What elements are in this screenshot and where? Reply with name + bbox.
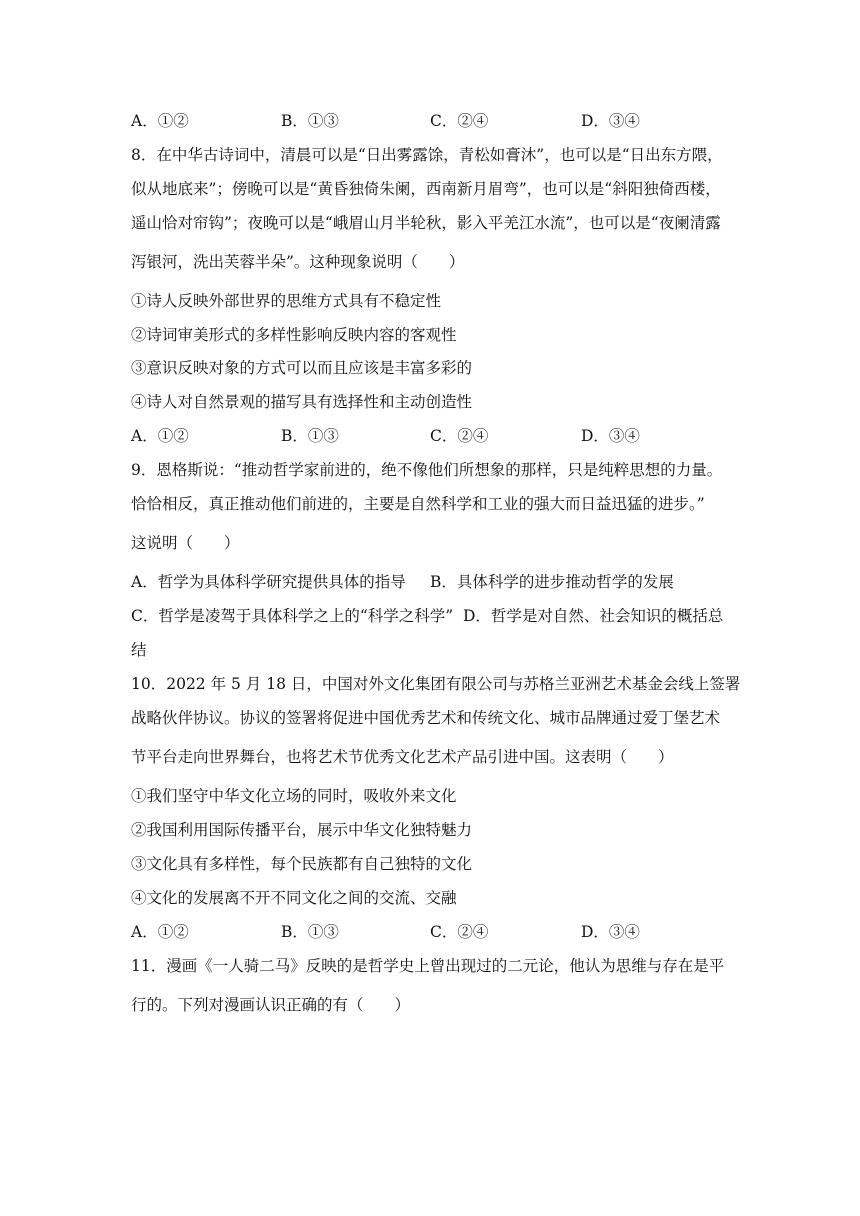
- question-8-statement-4: ④诗人对自然景观的描写具有选择性和主动创造性: [131, 393, 473, 411]
- question-10-statement-3: ③文化具有多样性，每个民族都有自己独特的文化: [131, 855, 473, 873]
- question-8-option-b: B．①③: [281, 427, 339, 445]
- question-11-stem-line: 11．漫画《一人骑二马》反映的是哲学史上曾出现过的二元论，他认为思维与存在是平: [131, 957, 725, 975]
- question-9-option-a: A．哲学为具体科学研究提供具体的指导: [131, 573, 406, 591]
- question-8-stem-line: 遥山恰对帘钩”；夜晚可以是“峨眉山月半轮秋，影入平羌江水流”，也可以是“夜阑清露: [131, 214, 721, 232]
- question-10-stem-line: 节平台走向世界舞台，也将艺术节优秀文化艺术产品引进中国。这表明（ ）: [131, 748, 674, 766]
- question-10-statement-1: ①我们坚守中华文化立场的同时，吸收外来文化: [131, 787, 457, 805]
- option-a: A．①②: [131, 112, 189, 130]
- question-8-statement-3: ③意识反映对象的方式可以而且应该是丰富多彩的: [131, 359, 473, 377]
- question-8-statement-1: ①诗人反映外部世界的思维方式具有不稳定性: [131, 292, 442, 310]
- question-9-option-d-continued: 结: [131, 641, 147, 659]
- question-10-option-d: D．③④: [581, 923, 640, 941]
- option-b: B．①③: [281, 112, 339, 130]
- question-8-statement-2: ②诗词审美形式的多样性影响反映内容的客观性: [131, 326, 457, 344]
- question-8-option-d: D．③④: [581, 427, 640, 445]
- question-10-stem-line: 10．2022 年 5 月 18 日，中国对外文化集团有限公司与苏格兰亚洲艺术基金会线上签署: [131, 675, 741, 693]
- question-10-option-c: C．②④: [430, 923, 489, 941]
- question-8-stem-line: 泻银河，洗出芙蓉半朵”。这种现象说明（ ）: [131, 253, 465, 271]
- question-9-stem-line: 恰恰相反，真正推动他们前进的，主要是自然科学和工业的强大而日益迅猛的进步。”: [131, 495, 705, 513]
- question-11-stem-line: 行的。下列对漫画认识正确的有（ ）: [131, 996, 411, 1014]
- option-c: C．②④: [430, 112, 489, 130]
- question-9-option-c: C．哲学是凌驾于具体科学之上的“科学之科学”: [131, 607, 454, 625]
- option-d: D．③④: [581, 112, 640, 130]
- question-10-statement-2: ②我国利用国际传播平台，展示中华文化独特魅力: [131, 821, 473, 839]
- question-8-stem-line: 似从地底来”；傍晚可以是“黄昏独倚朱阑，西南新月眉弯”，也可以是“斜阳独倚西楼，: [131, 180, 721, 198]
- question-9-stem-line: 这说明（ ）: [131, 534, 240, 552]
- question-9-option-d: D．哲学是对自然、社会知识的概括总: [463, 607, 724, 625]
- question-10-statement-4: ④文化的发展离不开不同文化之间的交流、交融: [131, 889, 457, 907]
- question-10-stem-line: 战略伙伴协议。协议的签署将促进中国优秀艺术和传统文化、城市品牌通过爱丁堡艺术: [131, 709, 721, 727]
- question-8-stem-line: 8．在中华古诗词中，清晨可以是“日出雾露馀，青松如膏沐”，也可以是“日出东方隈，: [131, 146, 723, 164]
- question-10-option-a: A．①②: [131, 923, 189, 941]
- question-9-option-b: B．具体科学的进步推动哲学的发展: [430, 573, 674, 591]
- question-10-option-b: B．①③: [281, 923, 339, 941]
- question-8-option-a: A．①②: [131, 427, 189, 445]
- question-9-stem-line: 9．恩格斯说：“推动哲学家前进的，绝不像他们所想象的那样，只是纯粹思想的力量。: [131, 461, 723, 479]
- question-8-option-c: C．②④: [430, 427, 489, 445]
